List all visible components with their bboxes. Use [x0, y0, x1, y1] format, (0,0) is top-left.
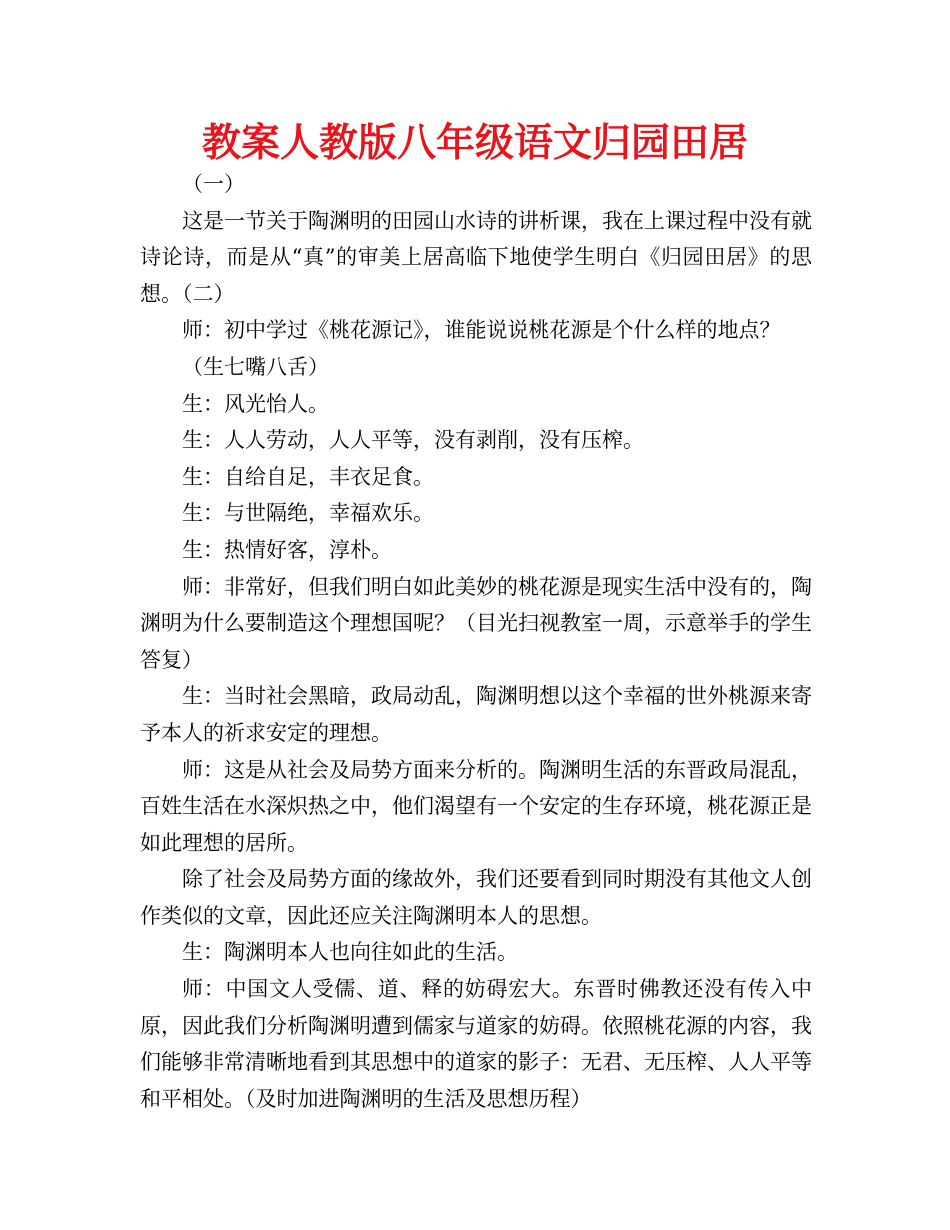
- paragraph-student-answer: 生：当时社会黑暗，政局动乱，陶渊明想以这个幸福的世外桃源来寄予本人的祈求安定的理想。: [140, 684, 812, 745]
- paragraph-student-answer: 生：风光怡人。: [182, 391, 329, 416]
- paragraph-student-answer: 生：陶渊明本人也向往如此的生活。: [182, 940, 518, 965]
- paragraph-teacher-question: 师：初中学过《桃花源记》，谁能说说桃花源是个什么样的地点？: [182, 318, 781, 343]
- paragraph-section-one: （一）: [182, 172, 245, 196]
- document-title: 教案人教版八年级语文归园田居: [201, 121, 748, 166]
- paragraph-student-answer: 生：自给自足，丰衣足食。: [182, 464, 434, 489]
- paragraph-intro: 这是一节关于陶渊明的田园山水诗的讲析课，我在上课过程中没有就诗论诗，而是从“真”的审美上居高临下地使学生明白《归园田居》的思想。（二）: [140, 208, 812, 306]
- paragraph-student-answer: 生：与世隔绝，幸福欢乐。: [182, 501, 434, 526]
- paragraph-student-answer: 生：热情好客，淳朴。: [182, 537, 392, 562]
- paragraph-teacher-followup: 师：非常好，但我们明白如此美妙的桃花源是现实生活中没有的，陶渊明为什么要制造这个理想国呢？（目光扫视教室一周，示意举手的学生答复）: [140, 574, 812, 672]
- paragraph-teacher-conclusion: 师：中国文人受儒、道、释的妨碍宏大。东晋时佛教还没有传入中原，因此我们分析陶渊明遭到儒家与道家的妨碍。依照桃花源的内容，我们能够非常清晰地看到其思想中的道家的影子：无君、无压榨、人人平等和平相处。（及时加进陶渊明的生活及思想历程）: [140, 977, 812, 1111]
- paragraph-teacher-analysis-continued: 除了社会及局势方面的缘故外，我们还要看到同时期没有其他文人创作类似的文章，因此还应关注陶渊明本人的思想。: [140, 867, 812, 928]
- document-body: [140, 166, 812, 1117]
- paragraph-student-answer: 生：人人劳动，人人平等，没有剥削，没有压榨。: [182, 428, 644, 453]
- paragraph-students-note: （生七嘴八舌）: [182, 354, 329, 379]
- paragraph-teacher-analysis: 师：这是从社会及局势方面来分析的。陶渊明生活的东晋政局混乱，百姓生活在水深炽热之中，他们渴望有一个安定的生存环境，桃花源正是如此理想的居所。: [140, 757, 812, 855]
